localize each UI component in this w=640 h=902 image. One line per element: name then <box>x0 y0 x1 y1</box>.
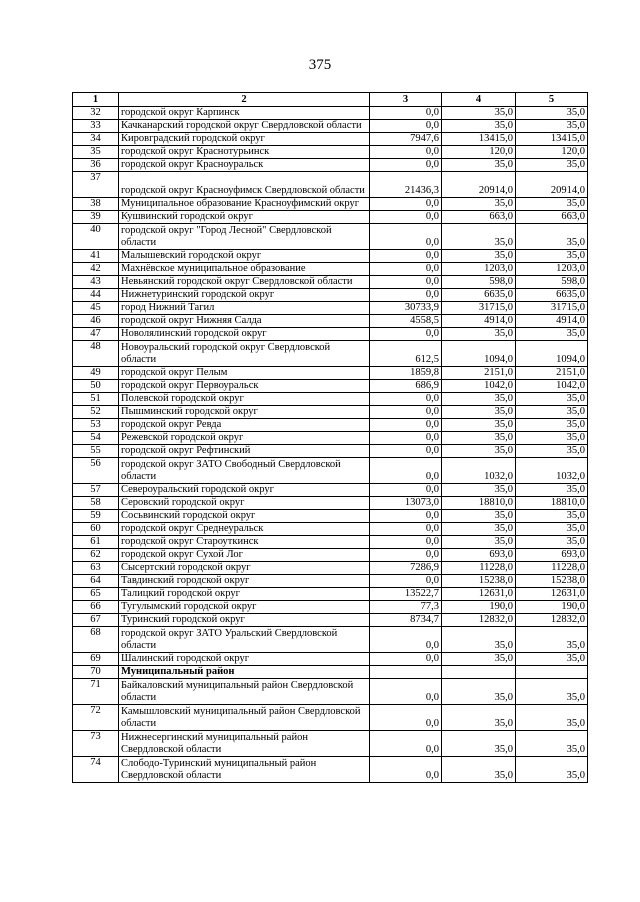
table-row <box>73 523 588 536</box>
table-row <box>73 250 588 263</box>
value-col-5-cell: 35,0 <box>516 536 588 549</box>
value-col-5-cell: 35,0 <box>516 107 588 120</box>
table-row <box>73 302 588 315</box>
row-number-cell: 44 <box>73 289 119 302</box>
municipality-name-cell: Качканарский городской округ Свердловской области <box>119 120 370 133</box>
value-col-3-cell: 0,0 <box>370 146 442 159</box>
value-col-3-cell: 7947,6 <box>370 133 442 146</box>
value-col-4-cell: 6635,0 <box>442 289 516 302</box>
table-row <box>73 601 588 614</box>
row-number-cell: 68 <box>73 627 119 653</box>
value-col-5-cell: 35,0 <box>516 653 588 666</box>
value-col-3-cell: 21436,3 <box>370 172 442 198</box>
header-cell-2: 2 <box>119 93 370 107</box>
value-col-5-cell: 12631,0 <box>516 588 588 601</box>
table-row <box>73 380 588 393</box>
municipality-name-cell: Муниципальное образование Красноуфимский округ <box>119 198 370 211</box>
value-col-3-cell: 0,0 <box>370 705 442 731</box>
value-col-3-cell: 0,0 <box>370 653 442 666</box>
value-col-4-cell: 693,0 <box>442 549 516 562</box>
table-row <box>73 497 588 510</box>
municipality-name-cell: городской округ Ревда <box>119 419 370 432</box>
value-col-4-cell: 12631,0 <box>442 588 516 601</box>
value-col-3-cell: 0,0 <box>370 406 442 419</box>
row-number-cell: 54 <box>73 432 119 445</box>
row-number-cell: 74 <box>73 757 119 783</box>
value-col-3-cell: 0,0 <box>370 757 442 783</box>
row-number-cell: 63 <box>73 562 119 575</box>
row-number-cell: 49 <box>73 367 119 380</box>
value-col-3-cell: 0,0 <box>370 510 442 523</box>
row-number-cell: 35 <box>73 146 119 159</box>
municipality-name-cell: Слободо-Туринский муниципальный район Свердловской области <box>119 757 370 783</box>
value-col-3-cell: 77,3 <box>370 601 442 614</box>
row-number-cell: 67 <box>73 614 119 627</box>
value-col-4-cell: 35,0 <box>442 406 516 419</box>
value-col-5-cell: 35,0 <box>516 406 588 419</box>
value-col-5-cell: 1042,0 <box>516 380 588 393</box>
value-col-4-cell: 13415,0 <box>442 133 516 146</box>
value-col-4-cell: 35,0 <box>442 757 516 783</box>
value-col-4-cell: 15238,0 <box>442 575 516 588</box>
table-row <box>73 393 588 406</box>
table-row <box>73 341 588 367</box>
table-row <box>73 731 588 757</box>
value-col-5-cell: 35,0 <box>516 432 588 445</box>
value-col-4-cell: 35,0 <box>442 250 516 263</box>
value-col-3-cell: 0,0 <box>370 523 442 536</box>
row-number-cell: 50 <box>73 380 119 393</box>
table-row <box>73 458 588 484</box>
municipality-name-cell: Сосьвинский городской округ <box>119 510 370 523</box>
value-col-5-cell: 35,0 <box>516 679 588 705</box>
table-body <box>73 107 588 783</box>
value-col-3-cell: 686,9 <box>370 380 442 393</box>
value-col-4-cell: 35,0 <box>442 198 516 211</box>
row-number-cell: 48 <box>73 341 119 367</box>
value-col-3-cell: 0,0 <box>370 107 442 120</box>
value-col-3-cell: 30733,9 <box>370 302 442 315</box>
header-cell-4: 4 <box>442 93 516 107</box>
value-col-3-cell: 0,0 <box>370 198 442 211</box>
table-row <box>73 159 588 172</box>
municipality-name-cell: город Нижний Тагил <box>119 302 370 315</box>
municipality-name-cell: Тавдинский городской округ <box>119 575 370 588</box>
municipality-name-cell: Малышевский городской округ <box>119 250 370 263</box>
table-row <box>73 510 588 523</box>
table-row <box>73 666 588 679</box>
municipality-name-cell: Североуральский городской округ <box>119 484 370 497</box>
row-number-cell: 58 <box>73 497 119 510</box>
municipality-name-cell: Муниципальный район <box>119 666 370 679</box>
value-col-5-cell: 35,0 <box>516 224 588 250</box>
value-col-4-cell: 35,0 <box>442 653 516 666</box>
row-number-cell: 61 <box>73 536 119 549</box>
table-row <box>73 588 588 601</box>
value-col-3-cell: 0,0 <box>370 328 442 341</box>
value-col-5-cell: 6635,0 <box>516 289 588 302</box>
value-col-3-cell: 0,0 <box>370 679 442 705</box>
value-col-5-cell: 35,0 <box>516 445 588 458</box>
row-number-cell: 37 <box>73 172 119 198</box>
municipality-name-cell: Тугулымский городской округ <box>119 601 370 614</box>
table-row <box>73 549 588 562</box>
value-col-5-cell: 35,0 <box>516 510 588 523</box>
table-row <box>73 367 588 380</box>
value-col-5-cell: 35,0 <box>516 484 588 497</box>
municipality-name-cell: Новоуральский городской округ Свердловской области <box>119 341 370 367</box>
municipality-name-cell: Талицкий городской округ <box>119 588 370 601</box>
value-col-4-cell: 31715,0 <box>442 302 516 315</box>
value-col-5-cell: 35,0 <box>516 159 588 172</box>
value-col-3-cell: 0,0 <box>370 276 442 289</box>
municipality-name-cell: Камышловский муниципальный район Свердловской области <box>119 705 370 731</box>
value-col-4-cell: 35,0 <box>442 159 516 172</box>
municipality-name-cell: городской округ "Город Лесной" Свердловской области <box>119 224 370 250</box>
value-col-3-cell: 0,0 <box>370 536 442 549</box>
row-number-cell: 38 <box>73 198 119 211</box>
table-row <box>73 107 588 120</box>
value-col-4-cell: 663,0 <box>442 211 516 224</box>
row-number-cell: 32 <box>73 107 119 120</box>
value-col-5-cell: 1032,0 <box>516 458 588 484</box>
table-row <box>73 757 588 783</box>
value-col-3-cell: 0,0 <box>370 575 442 588</box>
municipality-name-cell: Пышминский городской округ <box>119 406 370 419</box>
row-number-cell: 46 <box>73 315 119 328</box>
budget-table <box>72 92 588 783</box>
row-number-cell: 60 <box>73 523 119 536</box>
value-col-3-cell: 4558,5 <box>370 315 442 328</box>
municipality-name-cell: городской округ Краснотурьинск <box>119 146 370 159</box>
municipality-name-cell: Серовский городской округ <box>119 497 370 510</box>
table-row <box>73 419 588 432</box>
row-number-cell: 41 <box>73 250 119 263</box>
municipality-name-cell: городской округ Красноуральск <box>119 159 370 172</box>
row-number-cell: 45 <box>73 302 119 315</box>
row-number-cell: 52 <box>73 406 119 419</box>
table-row <box>73 575 588 588</box>
value-col-3-cell: 0,0 <box>370 549 442 562</box>
row-number-cell: 39 <box>73 211 119 224</box>
table-header-row <box>73 93 588 107</box>
value-col-5-cell: 35,0 <box>516 393 588 406</box>
table-row <box>73 263 588 276</box>
value-col-5-cell: 35,0 <box>516 198 588 211</box>
value-col-4-cell <box>442 666 516 679</box>
value-col-3-cell: 0,0 <box>370 432 442 445</box>
row-number-cell: 47 <box>73 328 119 341</box>
value-col-4-cell: 35,0 <box>442 484 516 497</box>
table-row <box>73 198 588 211</box>
row-number-cell: 34 <box>73 133 119 146</box>
value-col-4-cell: 35,0 <box>442 393 516 406</box>
row-number-cell: 72 <box>73 705 119 731</box>
row-number-cell: 56 <box>73 458 119 484</box>
value-col-3-cell: 0,0 <box>370 224 442 250</box>
value-col-5-cell: 13415,0 <box>516 133 588 146</box>
municipality-name-cell: Байкаловский муниципальный район Свердловской области <box>119 679 370 705</box>
value-col-3-cell: 7286,9 <box>370 562 442 575</box>
municipality-name-cell: городской округ Первоуральск <box>119 380 370 393</box>
table-row <box>73 614 588 627</box>
value-col-5-cell: 35,0 <box>516 757 588 783</box>
municipality-name-cell: городской округ Карпинск <box>119 107 370 120</box>
value-col-5-cell: 35,0 <box>516 328 588 341</box>
value-col-3-cell: 0,0 <box>370 419 442 432</box>
value-col-5-cell: 35,0 <box>516 627 588 653</box>
table-row <box>73 627 588 653</box>
table-row <box>73 562 588 575</box>
page-number: 375 <box>308 57 332 73</box>
municipality-name-cell: Махнёвское муниципальное образование <box>119 263 370 276</box>
row-number-cell: 55 <box>73 445 119 458</box>
value-col-3-cell: 0,0 <box>370 445 442 458</box>
value-col-4-cell: 18810,0 <box>442 497 516 510</box>
value-col-3-cell: 0,0 <box>370 211 442 224</box>
header-cell-5: 5 <box>516 93 588 107</box>
municipality-name-cell: Нижнетуринский городской округ <box>119 289 370 302</box>
municipality-name-cell: Режевской городской округ <box>119 432 370 445</box>
municipality-name-cell: Кушвинский городской округ <box>119 211 370 224</box>
row-number-cell: 36 <box>73 159 119 172</box>
value-col-4-cell: 598,0 <box>442 276 516 289</box>
table-row <box>73 211 588 224</box>
value-col-5-cell: 2151,0 <box>516 367 588 380</box>
value-col-5-cell: 598,0 <box>516 276 588 289</box>
table-row <box>73 276 588 289</box>
table-row <box>73 705 588 731</box>
value-col-5-cell: 190,0 <box>516 601 588 614</box>
value-col-4-cell: 35,0 <box>442 120 516 133</box>
value-col-4-cell: 190,0 <box>442 601 516 614</box>
value-col-4-cell: 35,0 <box>442 536 516 549</box>
value-col-3-cell: 612,5 <box>370 341 442 367</box>
value-col-3-cell: 0,0 <box>370 484 442 497</box>
table-row <box>73 315 588 328</box>
row-number-cell: 53 <box>73 419 119 432</box>
table-row <box>73 120 588 133</box>
value-col-5-cell: 663,0 <box>516 211 588 224</box>
header-cell-1: 1 <box>73 93 119 107</box>
value-col-4-cell: 2151,0 <box>442 367 516 380</box>
value-col-5-cell: 4914,0 <box>516 315 588 328</box>
municipality-name-cell: городской округ ЗАТО Свободный Свердловской области <box>119 458 370 484</box>
value-col-3-cell <box>370 666 442 679</box>
value-col-4-cell: 35,0 <box>442 705 516 731</box>
table-row <box>73 224 588 250</box>
value-col-3-cell: 0,0 <box>370 250 442 263</box>
table-row <box>73 172 588 198</box>
row-number-cell: 65 <box>73 588 119 601</box>
value-col-4-cell: 35,0 <box>442 679 516 705</box>
value-col-3-cell: 0,0 <box>370 120 442 133</box>
value-col-4-cell: 1094,0 <box>442 341 516 367</box>
row-number-cell: 57 <box>73 484 119 497</box>
value-col-5-cell: 35,0 <box>516 731 588 757</box>
row-number-cell: 51 <box>73 393 119 406</box>
value-col-3-cell: 0,0 <box>370 393 442 406</box>
value-col-3-cell: 13073,0 <box>370 497 442 510</box>
municipality-name-cell: городской округ Среднеуральск <box>119 523 370 536</box>
value-col-4-cell: 20914,0 <box>442 172 516 198</box>
value-col-5-cell: 35,0 <box>516 523 588 536</box>
row-number-cell: 42 <box>73 263 119 276</box>
value-col-3-cell: 0,0 <box>370 458 442 484</box>
table-row <box>73 146 588 159</box>
row-number-cell: 66 <box>73 601 119 614</box>
municipality-name-cell: Сысертский городской округ <box>119 562 370 575</box>
municipality-name-cell: Нижнесергинский муниципальный район Свердловской области <box>119 731 370 757</box>
row-number-cell: 70 <box>73 666 119 679</box>
value-col-4-cell: 35,0 <box>442 328 516 341</box>
value-col-3-cell: 0,0 <box>370 289 442 302</box>
value-col-5-cell: 120,0 <box>516 146 588 159</box>
value-col-3-cell: 8734,7 <box>370 614 442 627</box>
row-number-cell: 40 <box>73 224 119 250</box>
value-col-5-cell: 35,0 <box>516 419 588 432</box>
value-col-5-cell: 35,0 <box>516 705 588 731</box>
table-row <box>73 289 588 302</box>
municipality-name-cell: городской округ Староуткинск <box>119 536 370 549</box>
value-col-5-cell: 35,0 <box>516 250 588 263</box>
value-col-3-cell: 0,0 <box>370 159 442 172</box>
value-col-5-cell: 693,0 <box>516 549 588 562</box>
table-row <box>73 679 588 705</box>
municipality-name-cell: Шалинский городской округ <box>119 653 370 666</box>
value-col-4-cell: 35,0 <box>442 627 516 653</box>
municipality-name-cell: Невьянский городской округ Свердловской области <box>119 276 370 289</box>
value-col-4-cell: 1042,0 <box>442 380 516 393</box>
value-col-5-cell: 12832,0 <box>516 614 588 627</box>
municipality-name-cell: Полевской городской округ <box>119 393 370 406</box>
value-col-4-cell: 1032,0 <box>442 458 516 484</box>
municipality-name-cell: городской округ Рефтинский <box>119 445 370 458</box>
municipality-name-cell: городской округ Пелым <box>119 367 370 380</box>
table-row <box>73 406 588 419</box>
header-cell-3: 3 <box>370 93 442 107</box>
table-row <box>73 536 588 549</box>
value-col-4-cell: 11228,0 <box>442 562 516 575</box>
row-number-cell: 73 <box>73 731 119 757</box>
value-col-3-cell: 13522,7 <box>370 588 442 601</box>
table-row <box>73 484 588 497</box>
value-col-4-cell: 12832,0 <box>442 614 516 627</box>
row-number-cell: 69 <box>73 653 119 666</box>
table-row <box>73 653 588 666</box>
row-number-cell: 33 <box>73 120 119 133</box>
value-col-4-cell: 35,0 <box>442 731 516 757</box>
row-number-cell: 62 <box>73 549 119 562</box>
municipality-name-cell: Кировградский городской округ <box>119 133 370 146</box>
value-col-4-cell: 35,0 <box>442 432 516 445</box>
municipality-name-cell: городской округ Сухой Лог <box>119 549 370 562</box>
table-row <box>73 328 588 341</box>
municipality-name-cell: Новолялинский городской округ <box>119 328 370 341</box>
value-col-4-cell: 35,0 <box>442 419 516 432</box>
value-col-4-cell: 35,0 <box>442 510 516 523</box>
municipality-name-cell: городской округ Нижняя Салда <box>119 315 370 328</box>
value-col-5-cell: 1203,0 <box>516 263 588 276</box>
value-col-5-cell: 20914,0 <box>516 172 588 198</box>
municipality-name-cell: Туринский городской округ <box>119 614 370 627</box>
table-row <box>73 445 588 458</box>
value-col-3-cell: 0,0 <box>370 731 442 757</box>
table-row <box>73 432 588 445</box>
value-col-5-cell: 11228,0 <box>516 562 588 575</box>
row-number-cell: 43 <box>73 276 119 289</box>
municipality-name-cell: городской округ Красноуфимск Свердловской области <box>119 172 370 198</box>
value-col-5-cell: 1094,0 <box>516 341 588 367</box>
value-col-5-cell: 18810,0 <box>516 497 588 510</box>
value-col-4-cell: 120,0 <box>442 146 516 159</box>
value-col-4-cell: 35,0 <box>442 445 516 458</box>
value-col-5-cell <box>516 666 588 679</box>
value-col-4-cell: 35,0 <box>442 107 516 120</box>
value-col-4-cell: 35,0 <box>442 224 516 250</box>
value-col-5-cell: 31715,0 <box>516 302 588 315</box>
value-col-3-cell: 0,0 <box>370 263 442 276</box>
value-col-4-cell: 4914,0 <box>442 315 516 328</box>
value-col-3-cell: 1859,8 <box>370 367 442 380</box>
row-number-cell: 59 <box>73 510 119 523</box>
value-col-4-cell: 1203,0 <box>442 263 516 276</box>
table-row <box>73 133 588 146</box>
value-col-5-cell: 15238,0 <box>516 575 588 588</box>
row-number-cell: 64 <box>73 575 119 588</box>
municipality-name-cell: городской округ ЗАТО Уральский Свердловской области <box>119 627 370 653</box>
value-col-5-cell: 35,0 <box>516 120 588 133</box>
value-col-3-cell: 0,0 <box>370 627 442 653</box>
value-col-4-cell: 35,0 <box>442 523 516 536</box>
row-number-cell: 71 <box>73 679 119 705</box>
